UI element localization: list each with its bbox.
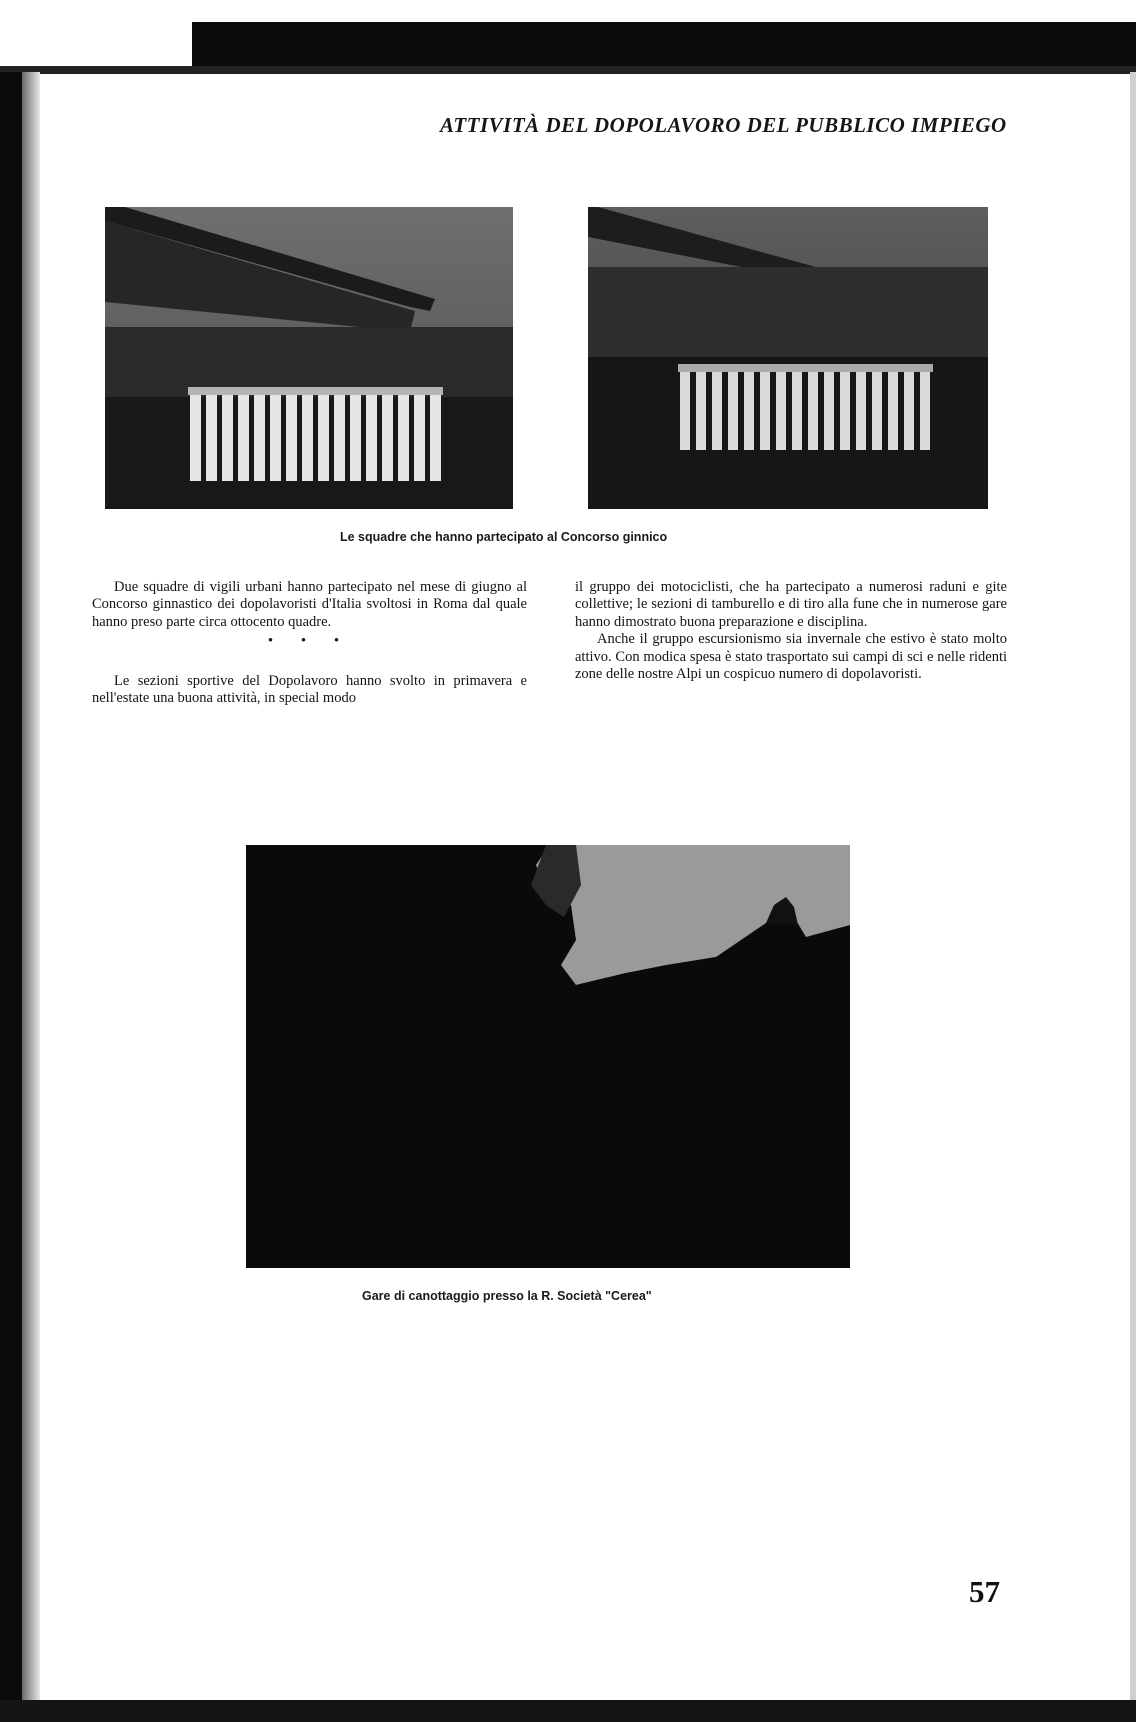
photo-caption-top: Le squadre che hanno partecipato al Concorso ginnico: [340, 530, 668, 544]
scan-border-left-shadow: [22, 72, 40, 1722]
paragraph: Due squadre di vigili urbani hanno partecipato nel mese di giugno al Concorso ginnastico dei dopolavoristi d'Italia svoltosi in Roma dal quale hanno preso parte circa ottocento quadre.: [92, 579, 527, 630]
paragraph: il gruppo dei motociclisti, che ha partecipato a numerosi raduni e gite collettive; le sezioni di tamburello e di tiro alla fune che in numerose gare hanno dimostrato buona preparazione e disciplina.: [575, 579, 1007, 630]
running-title: ATTIVITÀ DEL DOPOLAVORO DEL PUBBLICO IMPIEGO: [440, 113, 1007, 137]
scan-border-rule: [0, 66, 1136, 74]
text-column-right: [575, 579, 1007, 683]
photo-caption-bottom: Gare di canottaggio presso la R. Società "Cerea": [362, 1289, 652, 1303]
text-column-left: [92, 579, 527, 707]
paragraph: Le sezioni sportive del Dopolavoro hanno svolto in primavera e nell'estate una buona attività, in special modo: [92, 672, 527, 707]
section-separator: • • •: [267, 633, 352, 650]
photo-rowing-race: [246, 845, 850, 1268]
page-number: 57: [969, 1574, 1000, 1609]
scan-border-bottom: [0, 1700, 1136, 1722]
scan-border-right: [1130, 72, 1136, 1722]
photo-gymnastics-squad-right: [588, 207, 988, 509]
paragraph: Anche il gruppo escursionismo sia invernale che estivo è stato molto attivo. Con modica spesa è stato trasportato sui campi di sci e nelle ridenti zone delle nostre Alpi un cospicuo numero di dopolavoristi.: [575, 631, 1007, 683]
photo-gymnastics-squad-left: [105, 207, 513, 509]
scan-border-left: [0, 72, 22, 1722]
scan-border-top: [192, 22, 1136, 72]
